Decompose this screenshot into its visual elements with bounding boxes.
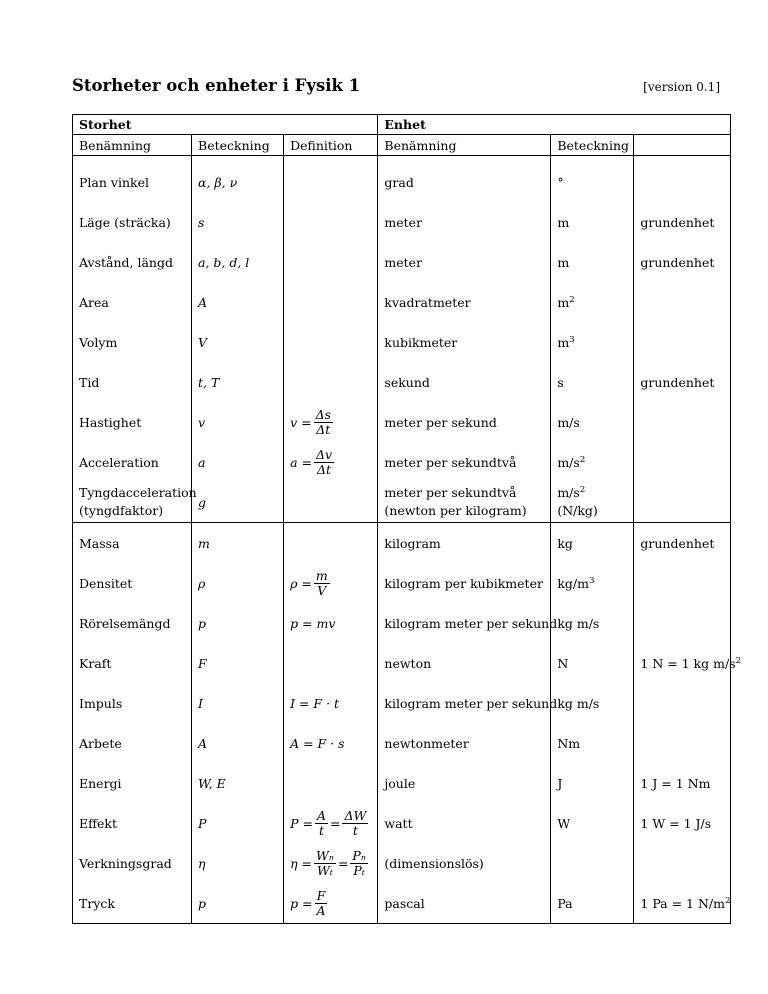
quantity-symbol: η — [192, 843, 284, 883]
quantity-name: Tid — [73, 362, 192, 402]
quantity-name: Läge (sträcka) — [73, 202, 192, 242]
quantity-definition — [284, 242, 378, 282]
quantity-definition: p = mv — [284, 603, 378, 643]
quantity-symbol: W, E — [192, 763, 284, 803]
quantity-symbol: I — [192, 683, 284, 723]
quantity-definition: p = $\frac{F}{A}$ — [284, 883, 378, 924]
quantity-symbol: a — [192, 442, 284, 482]
col-enhet-benamning: Benämning — [378, 135, 551, 156]
quantity-definition — [284, 156, 378, 203]
quantity-definition — [284, 362, 378, 402]
unit-symbol: W — [551, 803, 634, 843]
quantity-symbol: m — [192, 523, 284, 564]
unit-symbol: N — [551, 643, 634, 683]
unit-note — [634, 843, 731, 883]
unit-symbol: $m/s^2$ (N/kg) — [551, 482, 634, 523]
unit-note — [634, 322, 731, 362]
col-definition: Definition — [284, 135, 378, 156]
quantity-symbol: A — [192, 282, 284, 322]
quantity-symbol: ρ — [192, 563, 284, 603]
col-benamning: Benämning — [73, 135, 192, 156]
unit-name: meter per sekundtvå — [378, 442, 551, 482]
quantity-name: Densitet — [73, 563, 192, 603]
col-note — [634, 135, 731, 156]
quantity-name: Plan vinkel — [73, 156, 192, 203]
quantity-name: Area — [73, 282, 192, 322]
quantity-name: Acceleration — [73, 442, 192, 482]
quantity-definition: a = $\frac{\Delta v}{\Delta t}$ — [284, 442, 378, 482]
quantity-symbol: V — [192, 322, 284, 362]
quantity-definition — [284, 763, 378, 803]
quantity-name: Tryck — [73, 883, 192, 924]
unit-name: kvadratmeter — [378, 282, 551, 322]
quantity-symbol: p — [192, 603, 284, 643]
unit-name: newton — [378, 643, 551, 683]
unit-name: kilogram per kubikmeter — [378, 563, 551, 603]
quantity-name: Tyngdacceleration (tyngdfaktor) — [73, 482, 192, 523]
table-row — [73, 402, 731, 442]
quantity-definition: A = F · s — [284, 723, 378, 763]
table-row — [73, 603, 731, 643]
quantities-table — [72, 114, 742, 924]
col-enhet-beteckning: Beteckning — [551, 135, 634, 156]
unit-note: 1 W = 1 J/s — [634, 803, 731, 843]
unit-symbol: Nm — [551, 723, 634, 763]
quantity-name: Hastighet — [73, 402, 192, 442]
unit-note: 1 J = 1 Nm — [634, 763, 731, 803]
quantity-symbol: F — [192, 643, 284, 683]
quantity-name: Kraft — [73, 643, 192, 683]
unit-name: joule — [378, 763, 551, 803]
unit-name: watt — [378, 803, 551, 843]
unit-name: meter per sekund — [378, 402, 551, 442]
unit-note — [634, 442, 731, 482]
quantity-name: Arbete — [73, 723, 192, 763]
table-row — [73, 156, 731, 203]
quantity-symbol: g — [192, 482, 284, 523]
table-row — [73, 482, 731, 523]
version-label: [version 0.1] — [643, 80, 720, 94]
unit-symbol: m/s — [551, 402, 634, 442]
quantity-definition — [284, 202, 378, 242]
unit-name: kubikmeter — [378, 322, 551, 362]
table-row — [73, 723, 731, 763]
table-row — [73, 803, 731, 843]
table-row — [73, 242, 731, 282]
unit-name: grad — [378, 156, 551, 203]
unit-symbol: kg m/s — [551, 683, 634, 723]
unit-name: (dimensionslös) — [378, 843, 551, 883]
quantity-definition: P = $\frac{A}{t}$ = $\frac{\Delta W}{t}$ — [284, 803, 378, 843]
unit-symbol: s — [551, 362, 634, 402]
quantity-name: Effekt — [73, 803, 192, 843]
unit-name: meter — [378, 242, 551, 282]
table-row — [73, 362, 731, 402]
quantity-symbol: a, b, d, l — [192, 242, 284, 282]
quantity-name: Verkningsgrad — [73, 843, 192, 883]
table-row — [73, 202, 731, 242]
unit-symbol: m — [551, 202, 634, 242]
unit-symbol: $m/s^2$ — [551, 442, 634, 482]
quantity-definition — [284, 322, 378, 362]
quantity-name: Impuls — [73, 683, 192, 723]
table-row — [73, 282, 731, 322]
quantity-name: Energi — [73, 763, 192, 803]
unit-symbol: kg m/s — [551, 603, 634, 643]
quantity-name: Volym — [73, 322, 192, 362]
quantity-definition: η = $\frac{\text{Wₙ}}{\text{Wₜ}}$ = $\frac{\text{Pₙ}}{\text{Pₜ}}$ — [284, 843, 378, 883]
unit-note — [634, 723, 731, 763]
unit-name: kilogram — [378, 523, 551, 564]
unit-symbol: J — [551, 763, 634, 803]
unit-name: kilogram meter per sekund — [378, 603, 551, 643]
quantity-definition: I = F · t — [284, 683, 378, 723]
unit-symbol: ° — [551, 156, 634, 203]
unit-note — [634, 282, 731, 322]
quantity-definition — [284, 643, 378, 683]
table-row — [73, 883, 731, 924]
unit-symbol: $kg/m^3$ — [551, 563, 634, 603]
table-row — [73, 563, 731, 603]
table-row — [73, 322, 731, 362]
unit-name: kilogram meter per sekund — [378, 683, 551, 723]
quantity-symbol: s — [192, 202, 284, 242]
table-row — [73, 843, 731, 883]
unit-note: grundenhet — [634, 202, 731, 242]
quantity-definition — [284, 523, 378, 564]
unit-name: sekund — [378, 362, 551, 402]
unit-symbol: Pa — [551, 883, 634, 924]
quantity-symbol: v — [192, 402, 284, 442]
unit-name: meter per sekundtvå (newton per kilogram) — [378, 482, 551, 523]
unit-symbol: $m^2$ — [551, 282, 634, 322]
table-row — [73, 442, 731, 482]
quantity-symbol: A — [192, 723, 284, 763]
table-row — [73, 523, 731, 564]
quantity-symbol: α, β, ν — [192, 156, 284, 203]
quantity-name: Avstånd, längd — [73, 242, 192, 282]
unit-symbol: $m^3$ — [551, 322, 634, 362]
group-storhet: Storhet — [73, 115, 378, 135]
unit-name: meter — [378, 202, 551, 242]
col-beteckning: Beteckning — [192, 135, 284, 156]
quantity-definition: ρ = $\frac{m}{V}$ — [284, 563, 378, 603]
unit-note: grundenhet — [634, 523, 731, 564]
quantity-symbol: P — [192, 803, 284, 843]
quantity-name: Rörelsemängd — [73, 603, 192, 643]
unit-note: 1 N = 1 kg $m/s^2$ — [634, 643, 731, 683]
table-row — [73, 763, 731, 803]
unit-note — [634, 683, 731, 723]
unit-symbol — [551, 843, 634, 883]
quantity-symbol: p — [192, 883, 284, 924]
unit-note — [634, 402, 731, 442]
unit-note — [634, 603, 731, 643]
group-enhet: Enhet — [378, 115, 731, 135]
unit-note — [634, 563, 731, 603]
unit-note — [634, 482, 731, 523]
unit-name: newtonmeter — [378, 723, 551, 763]
quantity-name: Massa — [73, 523, 192, 564]
unit-name: pascal — [378, 883, 551, 924]
table-row — [73, 643, 731, 683]
unit-symbol: m — [551, 242, 634, 282]
quantity-definition: v = $\frac{\Delta s}{\Delta t}$ — [284, 402, 378, 442]
quantity-definition — [284, 482, 378, 523]
quantity-symbol: t, T — [192, 362, 284, 402]
unit-note: grundenhet — [634, 362, 731, 402]
unit-symbol: kg — [551, 523, 634, 564]
unit-note — [634, 156, 731, 203]
quantity-definition — [284, 282, 378, 322]
table-row — [73, 683, 731, 723]
unit-note: 1 Pa = 1 $N/m^2$ — [634, 883, 731, 924]
page-title: Storheter och enheter i Fysik 1 — [72, 76, 361, 95]
unit-note: grundenhet — [634, 242, 731, 282]
